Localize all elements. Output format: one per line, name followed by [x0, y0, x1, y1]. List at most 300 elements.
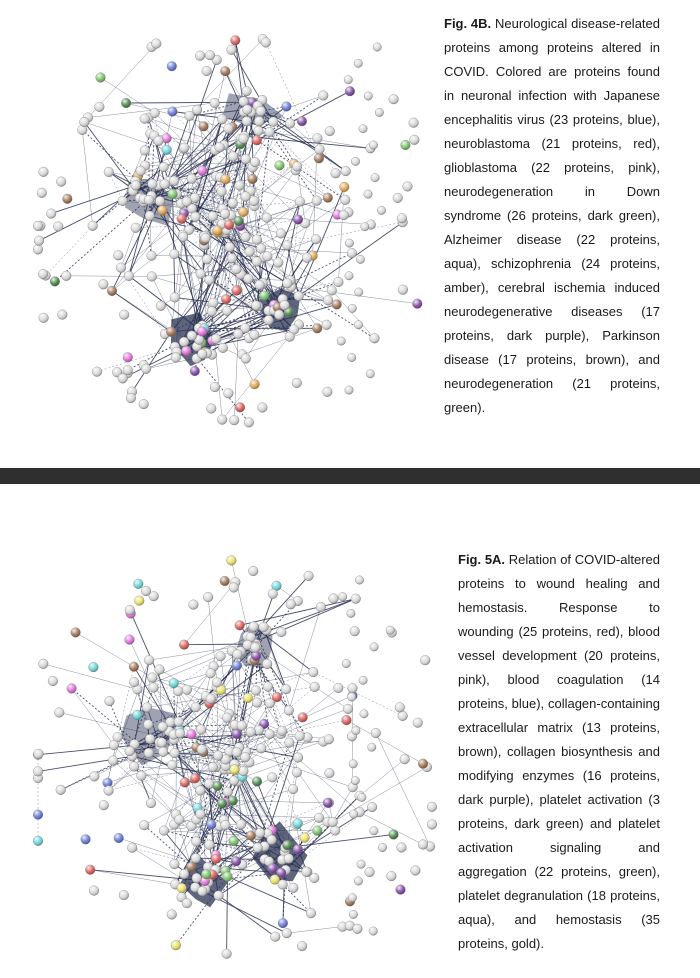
protein-node-shading — [255, 828, 265, 838]
protein-node-shading — [332, 300, 342, 310]
protein-node-shading — [342, 659, 350, 667]
protein-node-shading — [395, 703, 405, 713]
protein-node-shading — [373, 43, 381, 51]
protein-node-shading — [179, 869, 189, 879]
protein-node-shading — [251, 651, 261, 661]
protein-node-shading — [114, 833, 124, 843]
protein-node-shading — [169, 176, 179, 186]
protein-node-shading — [245, 247, 255, 257]
protein-node-shading — [38, 269, 48, 279]
protein-node-shading — [348, 894, 356, 902]
protein-node-shading — [177, 214, 187, 224]
protein-node-shading — [255, 280, 265, 290]
protein-node-shading — [265, 127, 275, 137]
protein-node-shading — [157, 738, 167, 748]
protein-node-shading — [262, 213, 272, 223]
protein-node-shading — [123, 365, 133, 375]
protein-node-shading — [124, 271, 134, 281]
protein-node-shading — [340, 182, 350, 192]
protein-node-shading — [309, 667, 319, 677]
protein-node-shading — [386, 626, 394, 634]
protein-node-shading — [337, 337, 345, 345]
protein-node-shading — [125, 635, 135, 645]
protein-node-shading — [189, 600, 199, 610]
protein-node-shading — [119, 890, 129, 900]
protein-node-shading — [230, 765, 240, 775]
protein-node-shading — [260, 291, 270, 301]
protein-node-shading — [345, 272, 353, 280]
protein-node-shading — [241, 232, 251, 242]
protein-node-shading — [377, 206, 385, 214]
protein-node-shading — [33, 221, 43, 231]
protein-node-shading — [325, 768, 335, 778]
protein-node-shading — [331, 169, 341, 179]
protein-node-shading — [217, 115, 227, 125]
protein-node-shading — [283, 279, 293, 289]
protein-node-shading — [198, 886, 208, 896]
protein-node-shading — [229, 583, 239, 593]
protein-node-shading — [237, 721, 247, 731]
protein-node-shading — [205, 275, 215, 285]
protein-node-shading — [389, 94, 399, 104]
protein-node-shading — [264, 315, 274, 325]
protein-node-shading — [365, 867, 375, 877]
protein-node-shading — [354, 59, 362, 67]
protein-node-shading — [250, 379, 260, 389]
protein-node-shading — [216, 651, 226, 661]
protein-node-shading — [132, 710, 142, 720]
protein-node-shading — [197, 327, 207, 337]
protein-node-shading — [364, 190, 372, 198]
protein-node-shading — [85, 865, 95, 875]
protein-node-shading — [345, 86, 355, 96]
protein-node-shading — [256, 106, 266, 116]
protein-node-shading — [171, 940, 181, 950]
protein-node-shading — [349, 910, 357, 918]
protein-node-shading — [140, 146, 150, 156]
protein-node-shading — [177, 883, 187, 893]
protein-node-shading — [354, 877, 362, 885]
protein-node-shading — [156, 301, 166, 311]
protein-node-shading — [178, 232, 188, 242]
protein-node-shading — [229, 415, 239, 425]
protein-node-shading — [295, 731, 305, 741]
protein-node-shading — [187, 730, 197, 740]
protein-node-shading — [293, 845, 303, 855]
protein-node-shading — [280, 300, 290, 310]
protein-node-shading — [167, 61, 177, 71]
protein-node-shading — [352, 726, 360, 734]
protein-node-shading — [205, 840, 215, 850]
protein-node-shading — [224, 220, 234, 230]
protein-node-shading — [293, 819, 303, 829]
protein-node-shading — [116, 263, 126, 273]
protein-node-shading — [278, 918, 288, 928]
protein-node-shading — [220, 66, 230, 76]
protein-node-shading — [199, 122, 209, 132]
protein-node-shading — [96, 73, 106, 83]
protein-node-shading — [105, 696, 115, 706]
network-graph-5a — [30, 536, 440, 976]
protein-node-shading — [410, 135, 420, 145]
protein-node-shading — [107, 286, 117, 296]
protein-node-shading — [56, 177, 66, 187]
protein-node-shading — [196, 269, 206, 279]
protein-node-shading — [252, 136, 262, 146]
protein-node-shading — [63, 194, 73, 204]
protein-node-shading — [251, 686, 261, 696]
protein-node-shading — [242, 86, 252, 96]
protein-node-shading — [136, 166, 146, 176]
protein-node-shading — [198, 166, 208, 176]
protein-node-shading — [285, 738, 295, 748]
protein-node-shading — [220, 209, 230, 219]
protein-node-shading — [393, 193, 403, 203]
protein-node-shading — [281, 684, 291, 694]
protein-node-shading — [222, 713, 232, 723]
protein-node-shading — [81, 835, 91, 845]
protein-node-shading — [228, 152, 238, 162]
protein-node-shading — [284, 706, 294, 716]
protein-node-shading — [274, 258, 284, 268]
protein-node-shading — [67, 684, 77, 694]
protein-node-shading — [204, 779, 214, 789]
protein-node-shading — [210, 98, 220, 108]
protein-node-shading — [235, 403, 245, 413]
protein-node-shading — [152, 39, 162, 49]
protein-node-shading — [311, 234, 321, 244]
protein-node-shading — [147, 251, 157, 261]
figure-5a-caption-text: Relation of COVID-altered proteins to wound healing and hemostasis. Response to wounding (25 proteins, red), blood vessel development (20 proteins, pink), blood coagulation (14 proteins, blue), collagen-containing extracellular matrix (13 proteins, brown), collagen biosynthesis and modifying enzymes (16 proteins, dark purple), platelet activation (3 proteins, dark green) and platelet activation signaling and aggregation (22 proteins, green), platelet degranulation (18 proteins, aqua), and hemostasis (35 proteins, gold). — [458, 552, 660, 951]
protein-node-shading — [92, 367, 102, 377]
protein-node-shading — [234, 216, 244, 226]
protein-node-shading — [221, 294, 231, 304]
protein-node-shading — [205, 50, 215, 60]
protein-node-shading — [167, 910, 177, 920]
protein-node-shading — [118, 374, 128, 384]
protein-node-shading — [323, 193, 333, 203]
protein-node-shading — [339, 210, 349, 220]
protein-node-shading — [232, 661, 242, 671]
protein-node-shading — [228, 198, 238, 208]
protein-node-shading — [282, 240, 292, 250]
protein-node-shading — [148, 179, 158, 189]
protein-node-shading — [109, 740, 119, 750]
protein-node-shading — [252, 257, 262, 267]
protein-node-shading — [88, 221, 98, 231]
protein-node-shading — [48, 676, 58, 686]
protein-node-shading — [155, 196, 165, 206]
protein-node-shading — [179, 337, 189, 347]
protein-node-shading — [347, 248, 357, 258]
protein-node-shading — [292, 768, 302, 778]
protein-node-shading — [197, 745, 207, 755]
protein-node-shading — [397, 214, 407, 224]
protein-node-shading — [175, 729, 185, 739]
protein-node-shading — [191, 702, 201, 712]
protein-node-shading — [350, 626, 360, 636]
protein-node-shading — [286, 600, 296, 610]
protein-node-shading — [285, 332, 295, 342]
protein-node-shading — [328, 817, 338, 827]
protein-node-shading — [312, 196, 322, 206]
protein-node-shading — [202, 255, 212, 265]
protein-node-shading — [361, 223, 369, 231]
protein-node-shading — [54, 222, 64, 232]
protein-node-shading — [223, 787, 233, 797]
protein-node-shading — [236, 820, 246, 830]
protein-node-shading — [354, 321, 362, 329]
protein-node-shading — [175, 815, 185, 825]
protein-node-shading — [302, 867, 312, 877]
figure-4b-caption — [444, 12, 660, 420]
protein-node-shading — [108, 756, 118, 766]
protein-node-shading — [413, 299, 423, 309]
protein-node-shading — [131, 181, 141, 191]
protein-node-shading — [300, 833, 310, 843]
protein-node-shading — [192, 105, 202, 115]
protein-node-shading — [221, 174, 231, 184]
protein-node-shading — [198, 349, 208, 359]
protein-node-shading — [90, 772, 100, 782]
protein-node-shading — [248, 174, 258, 184]
protein-node-shading — [261, 38, 271, 48]
protein-node-shading — [211, 334, 221, 344]
protein-node-shading — [206, 694, 216, 704]
protein-node-shading — [167, 760, 177, 770]
protein-node-shading — [182, 197, 192, 207]
protein-node-shading — [134, 579, 144, 589]
protein-node-shading — [323, 798, 333, 808]
protein-node-shading — [190, 774, 200, 784]
protein-node-shading — [241, 154, 251, 164]
protein-node-shading — [33, 836, 43, 846]
protein-node-shading — [351, 776, 359, 784]
protein-node-shading — [126, 393, 136, 403]
protein-node-shading — [239, 766, 249, 776]
protein-node-shading — [324, 735, 334, 745]
protein-node-shading — [212, 678, 222, 688]
protein-node-shading — [147, 272, 157, 282]
protein-node-shading — [243, 105, 253, 115]
protein-node-shading — [277, 627, 287, 637]
protein-node-shading — [241, 354, 251, 364]
protein-node-shading — [166, 327, 176, 337]
protein-node-shading — [182, 685, 192, 695]
protein-node-shading — [131, 223, 141, 233]
protein-node-shading — [231, 856, 241, 866]
protein-node-shading — [191, 853, 201, 863]
protein-node-shading — [259, 622, 269, 632]
protein-node-shading — [319, 91, 329, 101]
protein-node-shading — [312, 324, 322, 334]
protein-node-shading — [246, 727, 256, 737]
protein-node-shading — [174, 717, 184, 727]
protein-node-shading — [34, 749, 44, 759]
protein-node-shading — [207, 307, 217, 317]
protein-node-shading — [233, 329, 243, 339]
protein-node-shading — [314, 813, 324, 823]
protein-node-shading — [192, 837, 202, 847]
protein-node-shading — [224, 389, 234, 399]
protein-node-shading — [170, 859, 180, 869]
protein-node-shading — [253, 843, 263, 853]
protein-node-shading — [170, 249, 180, 259]
protein-node-shading — [125, 605, 135, 615]
protein-node-shading — [217, 415, 227, 425]
protein-node-shading — [231, 36, 241, 46]
protein-node-shading — [411, 866, 421, 876]
protein-node-shading — [257, 744, 267, 754]
protein-node-shading — [355, 576, 363, 584]
protein-node-shading — [141, 364, 151, 374]
protein-node-shading — [370, 334, 380, 344]
protein-node-shading — [160, 179, 170, 189]
protein-node-shading — [348, 353, 356, 361]
protein-node-shading — [168, 107, 178, 117]
protein-node-shading — [348, 304, 356, 312]
protein-node-shading — [369, 141, 377, 149]
figure-5a-label: Fig. 5A. — [458, 552, 506, 567]
protein-node-shading — [283, 840, 293, 850]
protein-node-shading — [144, 655, 154, 665]
protein-node-shading — [135, 596, 145, 606]
protein-node-shading — [129, 662, 139, 672]
figure-4b-section — [0, 0, 700, 468]
protein-node-shading — [409, 118, 419, 128]
protein-node-shading — [276, 229, 286, 239]
figure-4b-caption-text: Neurological disease-related proteins among proteins altered in COVID. Colored are proteins found in neuronal infection with Japanese encephalitis virus (23 proteins, blue), neuroblastoma (21 proteins, red), glioblastoma (22 proteins, pink), neurodegeneration in Down syndrome (26 proteins, dark green), Alzheimer disease (22 proteins, aqua), schizophrenia (24 proteins, amber), cerebral ischemia induced neurodegenerative diseases (17 proteins, dark purple), Parkinson disease (17 proteins, brown), and neurodegeneration (21 proteins, green). — [444, 16, 660, 415]
protein-node-shading — [427, 820, 437, 830]
protein-node-shading — [241, 192, 251, 202]
protein-node-shading — [210, 382, 220, 392]
protein-node-shading — [389, 830, 399, 840]
protein-node-shading — [121, 98, 131, 108]
protein-node-shading — [217, 187, 227, 197]
protein-node-shading — [366, 370, 374, 378]
protein-node-shading — [39, 167, 49, 177]
protein-node-shading — [227, 45, 237, 55]
protein-node-shading — [221, 820, 231, 830]
protein-node-shading — [282, 102, 292, 112]
protein-node-shading — [227, 556, 237, 566]
protein-node-shading — [179, 640, 189, 650]
protein-node-shading — [302, 253, 312, 263]
protein-node-shading — [99, 280, 109, 290]
protein-node-shading — [252, 698, 262, 708]
protein-node-shading — [232, 748, 242, 758]
protein-node-shading — [262, 659, 272, 669]
protein-node-shading — [218, 343, 228, 353]
protein-node-shading — [420, 655, 430, 665]
protein-node-shading — [294, 291, 304, 301]
protein-node-shading — [348, 693, 356, 701]
protein-node-shading — [306, 908, 316, 918]
protein-node-shading — [254, 117, 264, 127]
protein-node-shading — [375, 108, 383, 116]
protein-node-shading — [137, 771, 147, 781]
protein-node-shading — [297, 941, 307, 951]
protein-node-shading — [249, 566, 259, 576]
protein-node-shading — [140, 114, 150, 124]
protein-node-shading — [155, 665, 165, 675]
protein-node-shading — [267, 835, 277, 845]
protein-node-shading — [298, 713, 308, 723]
protein-node-shading — [182, 898, 192, 908]
protein-node-shading — [196, 725, 206, 735]
protein-node-shading — [252, 777, 262, 787]
protein-node-shading — [141, 586, 151, 596]
protein-node-shading — [268, 589, 278, 599]
protein-node-shading — [292, 162, 302, 172]
protein-node-shading — [232, 286, 242, 296]
protein-node-shading — [250, 330, 260, 340]
protein-node-shading — [127, 843, 137, 853]
protein-node-shading — [243, 693, 253, 703]
protein-node-shading — [144, 195, 154, 205]
section-divider — [0, 468, 700, 484]
protein-node-shading — [275, 161, 285, 171]
protein-node-shading — [251, 643, 261, 653]
protein-node-shading — [387, 871, 397, 881]
protein-node-shading — [129, 762, 139, 772]
protein-node-shading — [323, 296, 333, 306]
protein-node-shading — [39, 313, 49, 323]
protein-node-shading — [367, 802, 377, 812]
protein-node-shading — [58, 310, 68, 320]
protein-node-shading — [145, 734, 155, 744]
protein-node-shading — [56, 785, 66, 795]
protein-node-shading — [213, 226, 223, 236]
protein-node-shading — [214, 891, 224, 901]
protein-node-shading — [235, 181, 245, 191]
protein-node-shading — [207, 820, 217, 830]
protein-node-shading — [139, 820, 149, 830]
protein-node-shading — [371, 728, 381, 738]
protein-node-shading — [254, 126, 264, 136]
protein-node-shading — [33, 810, 43, 820]
protein-node-shading — [418, 759, 428, 769]
protein-node-shading — [249, 196, 259, 206]
protein-node-shading — [359, 676, 367, 684]
network-graph-4b — [30, 4, 430, 434]
protein-node-shading — [351, 594, 361, 604]
protein-node-shading — [401, 140, 411, 150]
protein-node-shading — [258, 403, 268, 413]
protein-node-shading — [208, 762, 218, 772]
protein-node-shading — [104, 167, 114, 177]
protein-node-shading — [196, 786, 206, 796]
protein-node-shading — [244, 418, 254, 428]
protein-node-shading — [397, 843, 407, 853]
protein-node-shading — [251, 301, 261, 311]
protein-node-shading — [201, 869, 211, 879]
protein-node-shading — [50, 277, 60, 287]
protein-node-shading — [277, 868, 287, 878]
protein-node-shading — [293, 215, 303, 225]
protein-node-shading — [271, 932, 281, 942]
protein-node-shading — [285, 119, 295, 129]
protein-node-shading — [186, 862, 196, 872]
protein-node-shading — [347, 609, 355, 617]
protein-node-shading — [213, 751, 223, 761]
protein-node-shading — [235, 621, 245, 631]
protein-node-shading — [265, 729, 275, 739]
protein-node-shading — [323, 387, 333, 397]
protein-node-shading — [228, 796, 238, 806]
protein-node-shading — [129, 677, 139, 687]
protein-node-shading — [249, 622, 259, 632]
